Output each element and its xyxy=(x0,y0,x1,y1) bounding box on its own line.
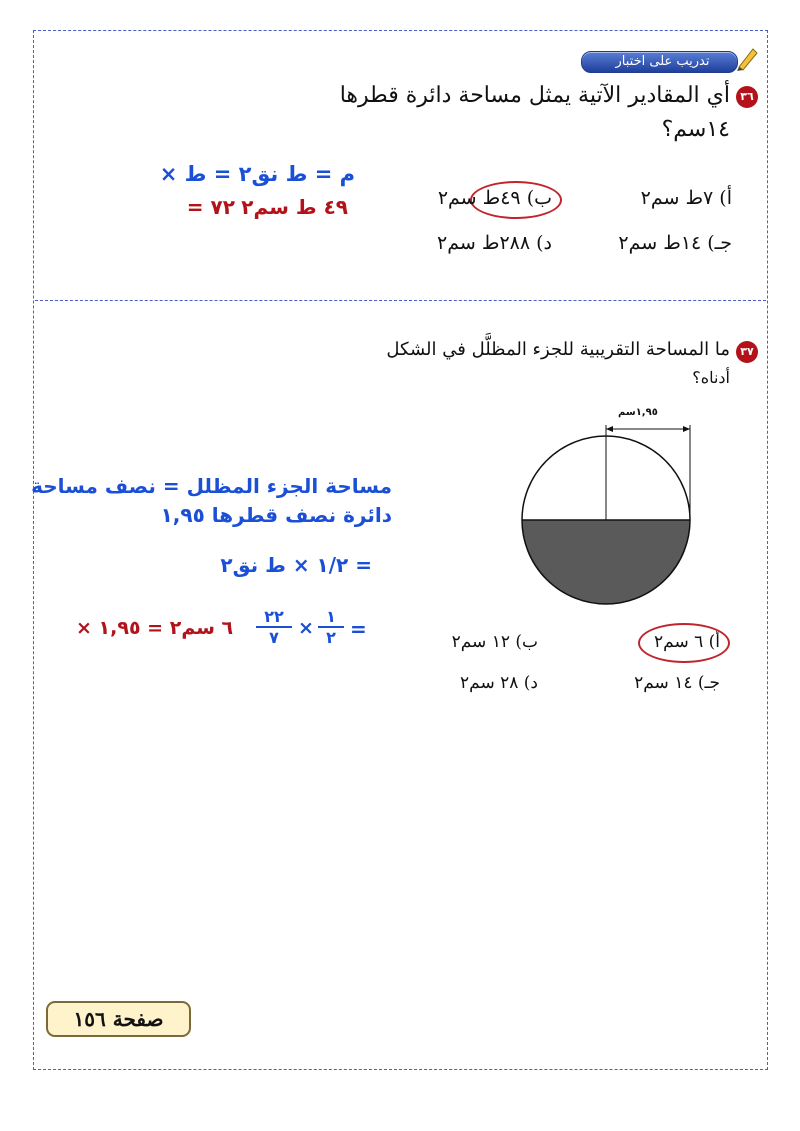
q36-text-line1: أي المقادير الآتية يمثل مساحة دائرة قطرها xyxy=(339,83,730,108)
question-37-badge: ٣٧ xyxy=(736,341,758,363)
q37-correct-answer-circle xyxy=(638,623,730,663)
q37-option-c: جـ) ١٤ سم٢ xyxy=(634,673,720,693)
q37-option-a: أ) ٦ سم٢ xyxy=(653,632,720,652)
q37-option-d: د) ٢٨ سم٢ xyxy=(460,673,538,693)
q36-option-a: أ) ٧ط سم٢ xyxy=(640,187,732,209)
fraction2-denominator: ٢ xyxy=(326,628,336,647)
q36-solution-line2 xyxy=(187,195,348,219)
q36-solution-result: ٤٩ ط سم٢ xyxy=(241,195,348,219)
tag-text: تدريب على اختبار xyxy=(615,54,710,69)
section-separator xyxy=(35,300,766,301)
q37-solution-line3: = ١/٢ × ط نق٢ xyxy=(220,553,372,577)
fraction1-denominator: ٧ xyxy=(269,628,279,647)
q36-option-b-label: ب) xyxy=(526,187,552,209)
fraction-22-over-7 xyxy=(256,607,292,647)
q36-text-line2: ١٤سم؟ xyxy=(661,117,730,142)
q37-solution-line4 xyxy=(76,607,376,651)
fraction2-numerator: ١ xyxy=(318,607,344,628)
question-36-badge: ٣٦ xyxy=(736,86,758,108)
q37-final-result: ٦ سم٢ = ١,٩٥ × xyxy=(76,617,234,639)
q37-text-line1: ما المساحة التقريبية للجزء المظلَّل في الشكل xyxy=(386,339,730,360)
arrowhead-left xyxy=(606,426,613,432)
page-number-badge xyxy=(46,1001,191,1037)
page-number-label: صفحة ١٥٦ xyxy=(73,1007,164,1031)
circle-figure xyxy=(510,405,700,610)
shaded-half-circle xyxy=(522,520,690,604)
radius-label: ١,٩٥سم xyxy=(618,407,658,418)
q37-solution-line2: دائرة نصف قطرها ١,٩٥ xyxy=(160,503,392,527)
equals-sign: = xyxy=(350,617,367,641)
tag-pill xyxy=(581,51,738,73)
q36-solution-prefix: ٧٢ = xyxy=(186,195,235,219)
pencil-icon xyxy=(735,45,759,71)
q36-solution-line1: م = ط نق٢ = ط × xyxy=(159,162,355,186)
fraction-1-over-2 xyxy=(318,607,344,647)
fraction1-numerator: ٢٢ xyxy=(256,607,292,628)
q36-option-d: د) ٢٨٨ط سم٢ xyxy=(437,232,552,254)
q37-option-b: ب) ١٢ سم٢ xyxy=(451,632,538,652)
q37-text-line2: أدناه؟ xyxy=(692,368,730,387)
times-sign: × xyxy=(298,617,314,639)
q36-option-c: جـ) ١٤ط سم٢ xyxy=(618,232,732,254)
arrowhead-right xyxy=(683,426,690,432)
q36-option-b xyxy=(438,187,552,209)
q37-solution-line1: مساحة الجزء المظلل = نصف مساحة xyxy=(31,474,392,498)
exam-practice-tag xyxy=(577,45,759,71)
q36-option-b-value: ٤٩ط سم٢ xyxy=(437,187,521,209)
